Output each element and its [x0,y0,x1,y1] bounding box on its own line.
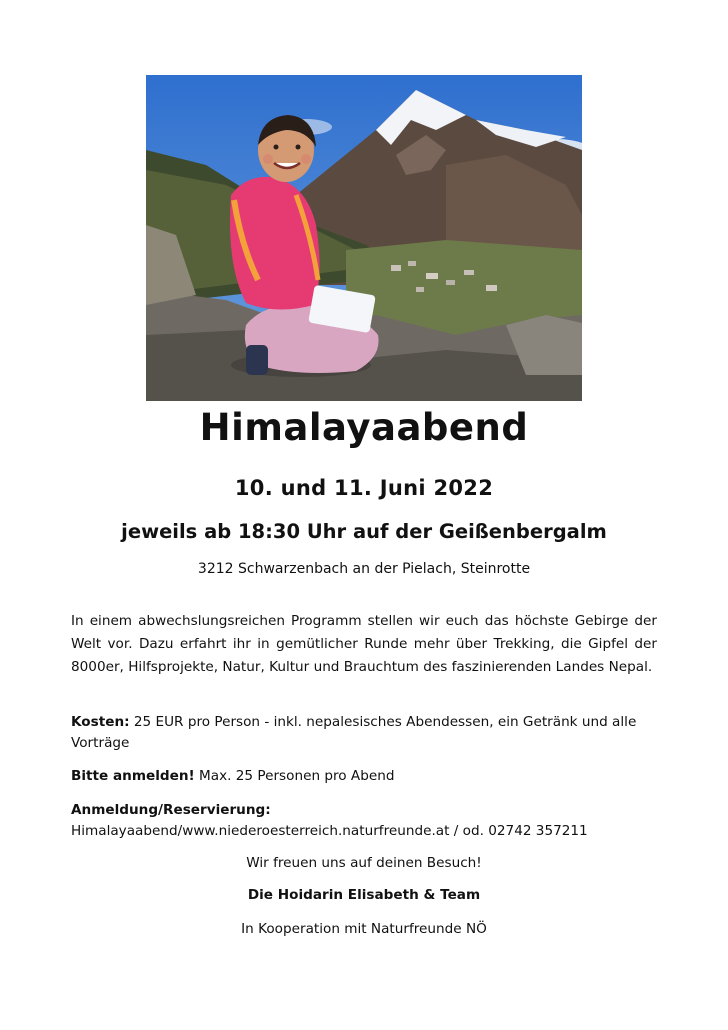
header-photo [146,75,582,401]
event-title: Himalayaabend [199,406,529,449]
signup-label: Bitte anmelden! [71,768,195,784]
reservation-contact: Himalayaabend/www.niederoesterreich.naturfreunde.at / od. 02742 357211 [71,823,588,839]
event-time-location: jeweils ab 18:30 Uhr auf der Geißenbergalm [121,520,607,543]
costs-line [71,712,661,754]
event-date: 10. und 11. Juni 2022 [234,476,494,500]
host-text: Die Hoidarin Elisabeth & Team [247,887,481,903]
intro-paragraph: In einem abwechslungsreichen Programm stellen wir euch das höchste Gebirge der Welt vor. Dazu erfahrt ihr in gemütlicher Runde mehr über Trekking, die Gipfel der 8000er, Hilfsprojekte, Natur, Kultur und Brauchtum des faszinierenden Landes Nepal. [71,613,657,675]
reservation-label: Anmeldung/Reservierung: [71,802,271,818]
costs-text: 25 EUR pro Person - inkl. nepalesisches Abendessen, ein Getränk und alle Vorträge [71,714,637,751]
signup-line [71,766,661,787]
event-address: 3212 Schwarzenbach an der Pielach, Steinrotte [197,561,531,577]
photo-image [146,75,582,401]
costs-label: Kosten: [71,714,130,730]
welcome-text: Wir freuen uns auf deinen Besuch! [246,855,482,871]
signup-text: Max. 25 Personen pro Abend [199,768,395,784]
cooperation-text: In Kooperation mit Naturfreunde NÖ [241,921,487,937]
reservation-block [71,800,661,842]
